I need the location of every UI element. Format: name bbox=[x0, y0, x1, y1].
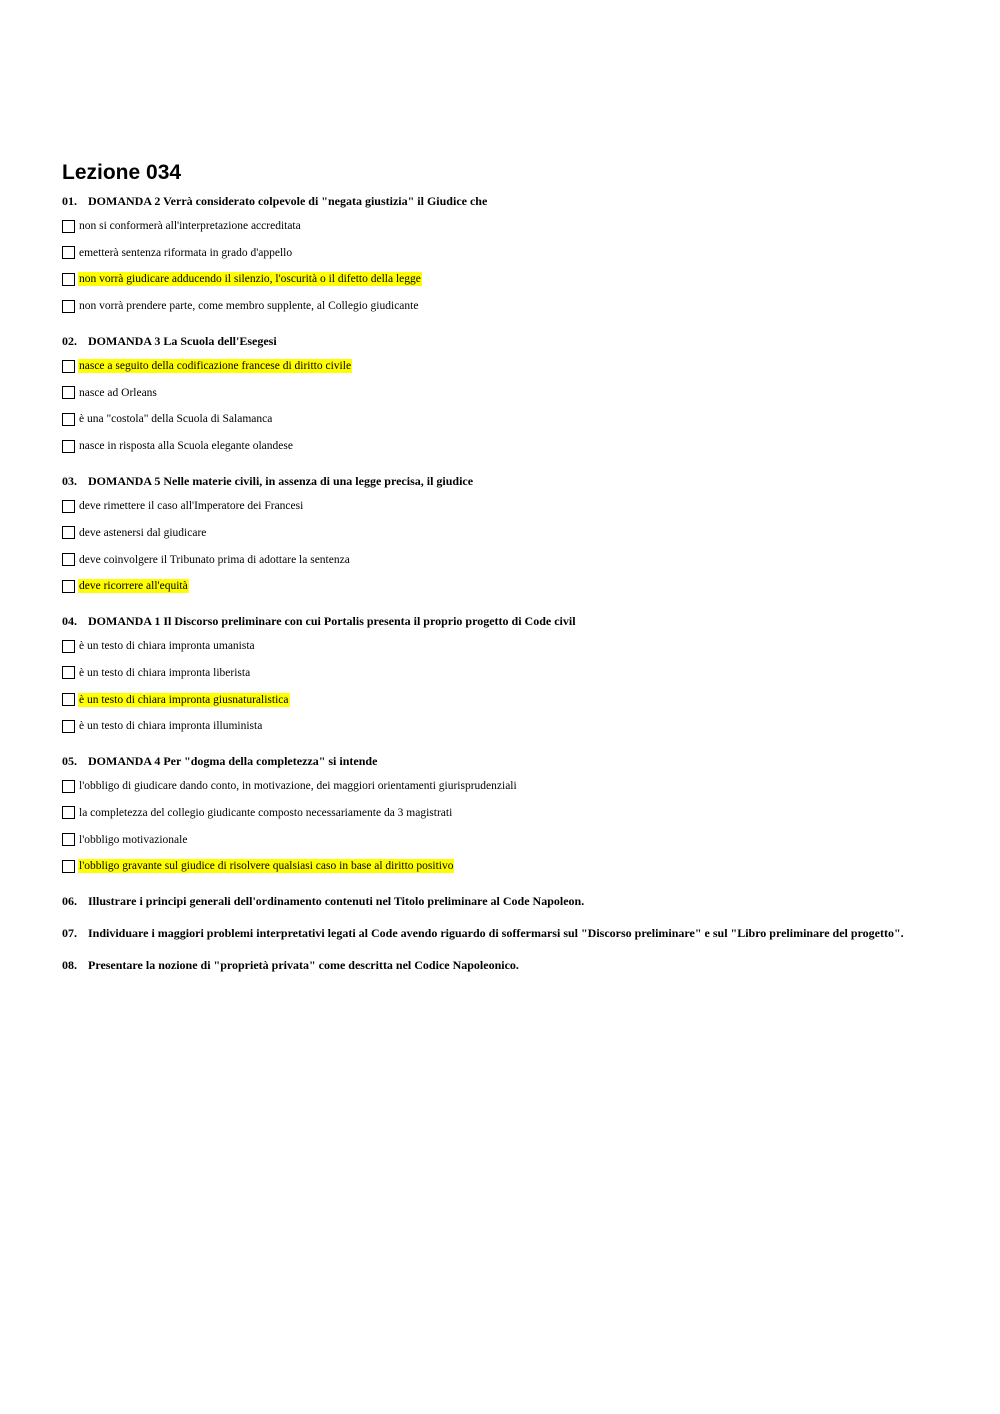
question-number: 04. bbox=[62, 614, 77, 629]
answer-text-highlighted: è un testo di chiara impronta giusnaturalistica bbox=[79, 693, 289, 706]
answer-option[interactable] bbox=[62, 411, 942, 427]
question-text: DOMANDA 2 Verrà considerato colpevole di "negata giustizia" il Giudice che bbox=[88, 194, 488, 208]
answer-text: non vorrà prendere parte, come membro supplente, al Collegio giudicante bbox=[79, 300, 419, 313]
answer-text: deve astenersi dal giudicare bbox=[79, 526, 207, 539]
question-number: 01. bbox=[62, 194, 77, 208]
checkbox[interactable] bbox=[62, 300, 75, 313]
answer-option[interactable] bbox=[62, 638, 942, 654]
answer-text: è un testo di chiara impronta umanista bbox=[79, 640, 255, 653]
checkbox[interactable] bbox=[62, 860, 75, 873]
checkbox[interactable] bbox=[62, 273, 75, 286]
answer-text-highlighted: deve ricorrere all'equità bbox=[79, 580, 188, 593]
question-05 bbox=[62, 754, 942, 874]
document-page bbox=[62, 160, 942, 990]
answer-option-correct[interactable] bbox=[62, 358, 942, 374]
question-text: DOMANDA 3 La Scuola dell'Esegesi bbox=[88, 334, 277, 349]
checkbox[interactable] bbox=[62, 360, 75, 373]
checkbox[interactable] bbox=[62, 666, 75, 679]
checkbox[interactable] bbox=[62, 386, 75, 399]
open-question-07 bbox=[62, 926, 942, 940]
checkbox[interactable] bbox=[62, 806, 75, 819]
question-03 bbox=[62, 474, 942, 594]
answer-option[interactable] bbox=[62, 298, 942, 314]
question-text: Individuare i maggiori problemi interpretativi legati al Code avendo riguardo di soffermarsi sul "Discorso preliminare" e sul "Libro preliminare del progetto". bbox=[88, 926, 904, 941]
answer-option[interactable] bbox=[62, 718, 942, 734]
open-question-08 bbox=[62, 958, 942, 972]
question-04 bbox=[62, 614, 942, 734]
answer-option[interactable] bbox=[62, 805, 942, 821]
answer-option-correct[interactable] bbox=[62, 578, 942, 594]
question-number: 02. bbox=[62, 334, 77, 349]
checkbox[interactable] bbox=[62, 526, 75, 539]
question-text: DOMANDA 5 Nelle materie civili, in assenza di una legge precisa, il giudice bbox=[88, 474, 474, 489]
answer-text: è un testo di chiara impronta illuminista bbox=[79, 720, 263, 733]
answer-text: non si conformerà all'interpretazione accreditata bbox=[79, 220, 301, 232]
question-number: 06. bbox=[62, 894, 77, 909]
answer-text: deve coinvolgere il Tribunato prima di adottare la sentenza bbox=[79, 553, 350, 566]
checkbox[interactable] bbox=[62, 640, 75, 653]
question-text: Presentare la nozione di "proprietà privata" come descritta nel Codice Napoleonico. bbox=[88, 958, 519, 973]
answer-option[interactable] bbox=[62, 498, 942, 514]
answer-text: è una "costola" della Scuola di Salamanca bbox=[79, 413, 273, 426]
answer-text: emetterà sentenza riformata in grado d'appello bbox=[79, 246, 293, 259]
checkbox[interactable] bbox=[62, 413, 75, 426]
answer-text: l'obbligo di giudicare dando conto, in motivazione, dei maggiori orientamenti giurisprudenziali bbox=[79, 780, 517, 793]
answer-option[interactable] bbox=[62, 385, 942, 401]
question-text: DOMANDA 1 Il Discorso preliminare con cui Portalis presenta il proprio progetto di Code civil bbox=[88, 614, 576, 629]
answer-text-highlighted: l'obbligo gravante sul giudice di risolvere qualsiasi caso in base al diritto positivo bbox=[79, 860, 454, 873]
answer-option[interactable] bbox=[62, 778, 942, 794]
answer-text: nasce ad Orleans bbox=[79, 386, 157, 399]
question-heading bbox=[62, 614, 942, 628]
answer-text: è un testo di chiara impronta liberista bbox=[79, 666, 251, 679]
question-heading bbox=[62, 894, 942, 908]
question-heading bbox=[62, 194, 942, 208]
question-02 bbox=[62, 334, 942, 454]
question-heading bbox=[62, 754, 942, 768]
checkbox[interactable] bbox=[62, 440, 75, 453]
page-title: Lezione 034 bbox=[62, 161, 182, 184]
checkbox[interactable] bbox=[62, 246, 75, 259]
question-01 bbox=[62, 194, 942, 314]
answer-option[interactable] bbox=[62, 832, 942, 848]
answer-option[interactable] bbox=[62, 525, 942, 541]
answer-option-correct[interactable] bbox=[62, 858, 942, 874]
question-heading bbox=[62, 334, 942, 348]
question-text: DOMANDA 4 Per "dogma della completezza" si intende bbox=[88, 754, 378, 769]
checkbox[interactable] bbox=[62, 693, 75, 706]
checkbox[interactable] bbox=[62, 580, 75, 593]
checkbox[interactable] bbox=[62, 833, 75, 846]
answer-text: nasce in risposta alla Scuola elegante olandese bbox=[79, 440, 293, 453]
answer-option[interactable] bbox=[62, 552, 942, 568]
question-number: 05. bbox=[62, 754, 77, 769]
checkbox[interactable] bbox=[62, 780, 75, 793]
question-number: 07. bbox=[62, 926, 77, 941]
open-question-06 bbox=[62, 894, 942, 908]
checkbox[interactable] bbox=[62, 553, 75, 566]
question-text: Illustrare i principi generali dell'ordinamento contenuti nel Titolo preliminare al Code Napoleon. bbox=[88, 894, 585, 909]
answer-text-highlighted: non vorrà giudicare adducendo il silenzio, l'oscurità o il difetto della legge bbox=[79, 273, 421, 286]
answer-option[interactable] bbox=[62, 438, 942, 454]
answer-option[interactable] bbox=[62, 245, 942, 261]
question-heading bbox=[62, 958, 942, 972]
question-heading bbox=[62, 926, 942, 940]
answer-text-highlighted: nasce a seguito della codificazione francese di diritto civile bbox=[79, 360, 352, 373]
answer-text: deve rimettere il caso all'Imperatore dei Francesi bbox=[79, 500, 304, 513]
answer-option[interactable] bbox=[62, 218, 942, 234]
answer-option-correct[interactable] bbox=[62, 271, 942, 287]
answer-text: l'obbligo motivazionale bbox=[79, 833, 188, 846]
answer-option[interactable] bbox=[62, 665, 942, 681]
checkbox[interactable] bbox=[62, 220, 75, 233]
question-number: 03. bbox=[62, 474, 77, 489]
question-number: 08. bbox=[62, 958, 77, 973]
checkbox[interactable] bbox=[62, 720, 75, 733]
checkbox[interactable] bbox=[62, 500, 75, 513]
answer-text: la completezza del collegio giudicante composto necessariamente da 3 magistrati bbox=[79, 806, 453, 819]
question-heading bbox=[62, 474, 942, 488]
answer-option-correct[interactable] bbox=[62, 692, 942, 708]
